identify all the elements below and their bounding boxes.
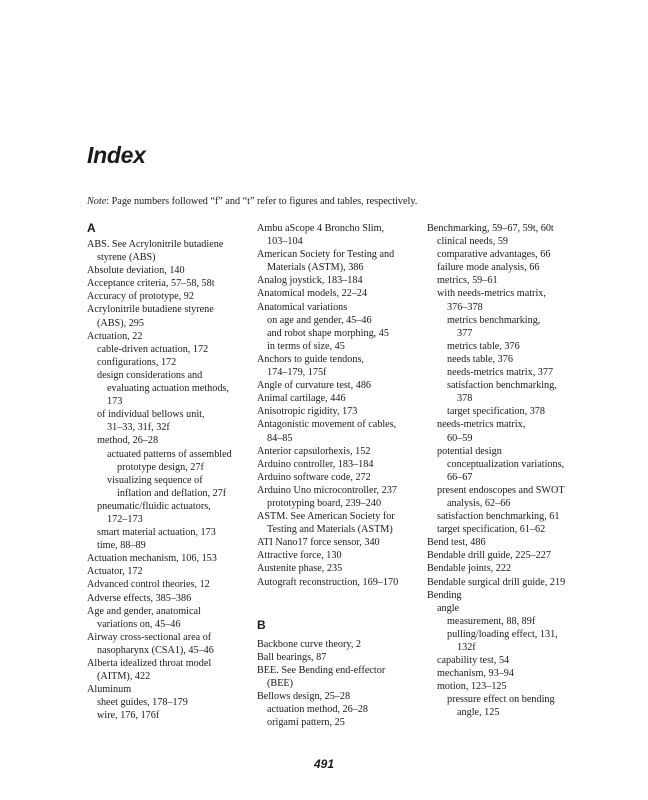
index-entry: variations on, 45–46 [97,618,181,630]
index-entry: Accuracy of prototype, 92 [87,291,194,303]
index-entry: 84–85 [267,432,293,444]
index-entry: Airway cross-sectional area of [87,631,212,643]
index-entry: pneumatic/fluidic actuators, [97,500,211,512]
index-entry: 172–173 [107,513,143,525]
index-entry: Acceptance criteria, 57–58, 58t [87,278,215,290]
note-text: : Page numbers followed “f” and “t” refer to figures and tables, respectively. [106,196,418,207]
section-letter-b: B [257,617,266,632]
index-entry: Alberta idealized throat model [87,658,212,669]
index-entry: Bendable drill guide, 225–227 [427,550,551,562]
index-entry: smart material actuation, 173 [97,527,216,539]
index-entry: 66–67 [447,471,473,483]
index-entry: of individual bellows unit, [97,409,205,421]
index-entry: Arduino Uno microcontroller, 237 [257,484,397,496]
index-entry: mechanism, 93–94 [437,668,514,680]
index-entry: Absolute deviation, 140 [87,265,185,277]
index-entry: measurement, 88, 89f [447,615,536,627]
index-entry: in terms of size, 45 [267,340,345,352]
index-entry: Actuation mechanism, 106, 153 [87,553,217,565]
index-entry: Anisotropic rigidity, 173 [257,406,358,418]
index-entry: Bellows design, 25–28 [257,691,351,702]
index-entry: ATI Nano17 force sensor, 340 [257,537,380,549]
index-entry: Anatomical variations [257,301,348,313]
index-entry: Arduino controller, 183–184 [257,458,374,470]
index-entry: Advanced control theories, 12 [87,579,210,591]
index-entry: comparative advantages, 66 [437,249,551,261]
index-entry: needs-metrics matrix, [437,419,526,431]
index-entry: 103–104 [267,236,303,248]
index-entry: metrics benchmarking, [447,314,541,326]
index-entry: actuated patterns of assembled [107,448,232,460]
index-entry: ASTM. See American Society for [257,511,395,523]
index-entry: 60–59 [447,432,473,444]
index-entry: nasopharynx (CSA1), 45–46 [97,644,214,656]
index-column-3 [427,222,597,720]
index-entry: satisfaction benchmarking, 61 [437,511,560,523]
index-entry: evaluating actuation methods, [107,383,229,395]
index-entry: pulling/loading effect, 131, [447,628,558,640]
index-entry: Angle of curvature test, 486 [257,380,372,392]
index-entry: design considerations and [97,369,203,381]
index-entry: (AITM), 422 [97,671,151,683]
index-entry: Austenite phase, 235 [257,563,343,575]
index-entry: clinical needs, 59 [437,236,509,248]
index-entry: visualizing sequence of [107,474,203,486]
index-entry: 378 [457,393,473,405]
index-entry: Anchors to guide tendons, [257,353,364,365]
index-entry: Ball bearings, 87 [257,651,327,663]
index-entry: Anterior capsulorhexis, 152 [257,445,371,457]
index-entry: analysis, 62–66 [447,497,511,509]
index-entry: angle, 125 [457,707,500,719]
index-entry: prototype design, 27f [117,461,204,473]
index-entry: target specification, 61–62 [437,524,546,536]
index-entry: Materials (ASTM), 386 [267,262,364,274]
index-entry: Antagonistic movement of cables, [257,419,397,431]
index-entry: Attractive force, 130 [257,550,342,562]
index-entry: prototyping board, 239–240 [267,497,382,509]
index-entry: method, 26–28 [97,435,159,447]
index-entry: satisfaction benchmarking, [447,380,557,392]
index-entry: Anatomical models, 22–24 [257,288,368,300]
index-entry: Acrylonitrile butadiene styrene [87,304,214,316]
index-entry: capability test, 54 [437,655,510,667]
index-entry: Aluminum [87,684,132,696]
index-entry: 174–179, 175f [267,367,327,379]
page-number: 491 [313,757,335,771]
index-entry: Age and gender, anatomical [87,605,201,617]
index-entry: metrics, 59–61 [437,275,498,287]
index-entry: 173 [107,396,123,408]
index-entry: BEE. See Bending end-effector [257,664,386,676]
index-entry: potential design [437,445,502,457]
index-entry: (BEE) [267,677,294,689]
index-entry: conceptualization variations, [447,458,565,470]
index-entry: failure mode analysis, 66 [437,262,540,274]
index-entry: (ABS), 295 [97,317,144,329]
index-entry: with needs-metrics matrix, [437,288,546,300]
index-entry: configurations, 172 [97,356,177,368]
index-entry: Bend test, 486 [427,537,486,549]
index-entry: Arduino software code, 272 [257,471,371,483]
index-entry: Bending [427,589,462,601]
index-entry: wire, 176, 176f [97,710,160,722]
index-entry: needs table, 376 [447,353,513,365]
index-entry: and robot shape morphing, 45 [267,327,389,339]
index-entry: Testing and Materials (ASTM) [267,524,393,536]
index-entry: Ambu aScope 4 Broncho Slim, [257,223,385,234]
index-entry: inflation and deflation, 27f [117,487,227,499]
index-entry: motion, 123–125 [437,681,507,693]
index-entry: Actuation, 22 [87,330,143,342]
index-entry: American Society for Testing and [257,249,395,261]
index-entry: angle [437,602,460,614]
index-entry: metrics table, 376 [447,340,520,352]
index-column-1 [87,222,252,722]
index-entry: pressure effect on bending [447,694,555,706]
index-entry: Actuator, 172 [87,566,143,578]
index-entry: Animal cartilage, 446 [257,393,346,405]
index-entry: on age and gender, 45–46 [267,314,372,326]
index-entry: Autograft reconstruction, 169–170 [257,576,399,588]
index-entry: ABS. See Acrylonitrile butadiene [87,239,224,250]
index-entry: 376–378 [447,301,483,313]
index-entry: 377 [457,327,473,339]
index-entry: sheet guides, 178–179 [97,697,188,709]
index-column-2 [257,222,422,729]
index-entry: present endoscopes and SWOT [437,484,565,496]
index-entry: Benchmarking, 59–67, 59t, 60t [427,223,554,234]
index-entry: 31–33, 31f, 32f [107,422,170,434]
index-entry: needs-metrics matrix, 377 [447,367,554,379]
index-entry: actuation method, 26–28 [267,704,369,716]
index-entry: time, 88–89 [97,540,146,552]
index-entry: Adverse effects, 385–386 [87,592,192,604]
index-entry: origami pattern, 25 [267,717,345,729]
index-note [87,196,417,207]
index-entry: cable-driven actuation, 172 [97,343,209,355]
index-entry: 132f [457,642,476,653]
page-title: Index [87,142,146,168]
note-label: Note [87,196,107,207]
index-entry: target specification, 378 [447,406,545,418]
section-letter-a: A [87,221,96,235]
index-entry: Bendable surgical drill guide, 219 [427,576,566,588]
index-entry: Bendable joints, 222 [427,563,512,575]
index-entry: Analog joystick, 183–184 [257,275,363,287]
index-entry: Backbone curve theory, 2 [257,638,362,650]
index-entry: styrene (ABS) [97,252,156,264]
